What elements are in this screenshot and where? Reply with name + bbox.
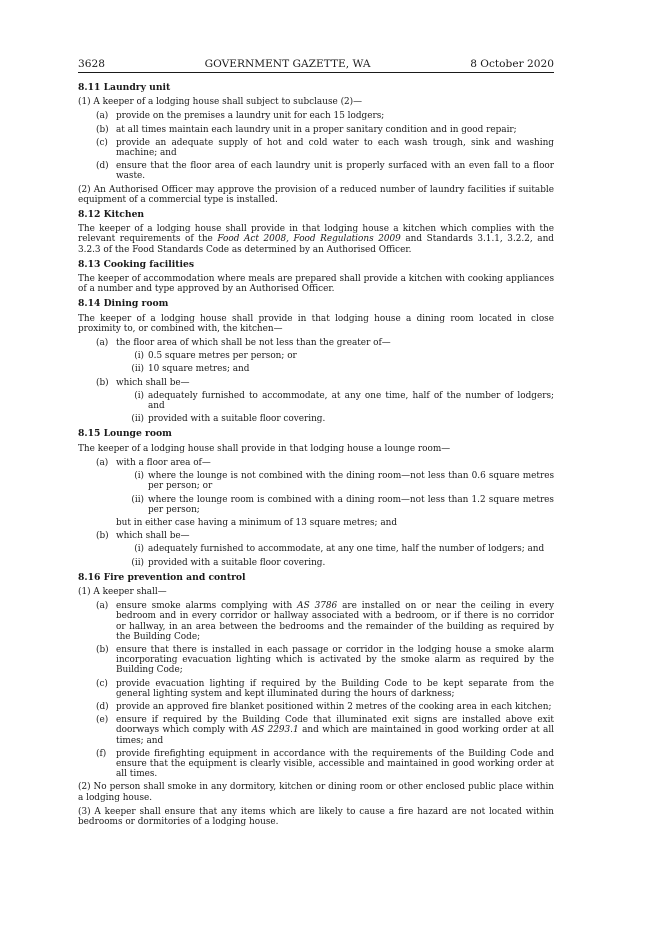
list-item xyxy=(78,679,554,699)
item-label: (i) xyxy=(134,351,144,362)
sub-list-item xyxy=(78,414,554,424)
item-label: (i) xyxy=(134,544,144,555)
item-label: (c) xyxy=(96,137,108,148)
paragraph: (2) An Authorised Officer may approve the provision of a reduced number of laundry facilities if suitable equipment of a commercial type is installed. xyxy=(78,184,554,205)
item-text: at all times maintain each laundry unit in a proper sanitary condition and in good repair; xyxy=(116,124,517,135)
list-item xyxy=(78,338,554,348)
item-text: adequately furnished to accommodate, at any one time, half of the number of lodgers; and xyxy=(148,390,554,412)
section-heading: 8.15 Lounge room xyxy=(78,428,172,440)
standard-reference: AS 2293.1 xyxy=(251,725,299,736)
list-item xyxy=(78,378,554,388)
section-heading: 8.14 Dining room xyxy=(78,298,169,310)
item-label: (i) xyxy=(134,471,144,482)
section-8-15 xyxy=(78,429,554,567)
item-label: (a) xyxy=(96,601,109,612)
publication-date: 8 October 2020 xyxy=(470,58,554,70)
paragraph xyxy=(78,224,554,255)
list-item xyxy=(78,111,554,121)
item-text: provide on the premises a laundry unit for each 15 lodgers; xyxy=(116,111,385,122)
sub-list-item xyxy=(78,471,554,491)
page-number: 3628 xyxy=(78,58,105,70)
item-label: (c) xyxy=(96,678,108,689)
paragraph: (1) A keeper of a lodging house shall subject to subclause (2)— xyxy=(78,97,363,108)
text-run: are installed on or near the ceiling in every bedroom and in every corridor or hallway associated with a bedroom, or if there is no corridor or hallway, in an area between the bedrooms and the remainder of the building as required by the Building Code; xyxy=(116,601,554,642)
list-item xyxy=(78,601,554,642)
item-label: (a) xyxy=(96,111,109,122)
list-item xyxy=(78,702,554,712)
list-item xyxy=(78,125,554,135)
item-text: provide an approved fire blanket positioned within 2 metres of the cooking area in each kitchen; xyxy=(116,701,552,712)
item-text: provide firefighting equipment in accordance with the requirements of the Building Code and ensure that the equipment is clearly visible, accessible and maintained in good working order at all times. xyxy=(116,748,554,780)
continuation-text: but in either case having a minimum of 13 square metres; and xyxy=(116,517,398,528)
sub-list-item xyxy=(78,351,554,361)
item-text: which shall be— xyxy=(116,377,190,388)
item-text: provide evacuation lighting if required by the Building Code to be kept separate from the general lighting system and kept illuminated during the hours of darkness; xyxy=(116,678,554,699)
item-text xyxy=(116,715,554,746)
sub-list-item xyxy=(78,558,554,568)
section-heading: 8.16 Fire prevention and control xyxy=(78,571,246,583)
standard-reference: AS 3786 xyxy=(297,601,338,612)
paragraph: (3) A keeper shall ensure that any items which are likely to cause a fire hazard are not located within bedrooms or dormitories of a lodging house. xyxy=(78,806,554,827)
item-label: (a) xyxy=(96,338,109,349)
text-run: ensure smoke alarms complying with xyxy=(116,601,298,612)
item-text: where the lounge is not combined with the dining room—not less than 0.6 square metres per person; or xyxy=(148,471,554,492)
paragraph: The keeper of a lodging house shall provide in that lodging house a lounge room— xyxy=(78,443,451,454)
item-text: which shall be— xyxy=(116,531,190,542)
item-text: provided with a suitable floor covering. xyxy=(148,414,326,425)
item-label: (b) xyxy=(96,644,109,655)
item-text: 0.5 square metres per person; or xyxy=(148,351,297,362)
text-run: and Standards 3.1.1, 3.2.2, and 3.2.3 of the Food Standards Code as determined by an Authorised Officer. xyxy=(78,234,554,255)
item-label: (b) xyxy=(96,377,109,388)
item-text: 10 square metres; and xyxy=(148,364,250,375)
text-run: and which are maintained in good working order at all times; and xyxy=(116,725,554,746)
item-label: (ii) xyxy=(131,557,144,568)
list-item xyxy=(78,161,554,181)
text-run: ensure if required by the Building Code that illuminated exit signs are installed above exit doorways which comply with xyxy=(116,715,554,736)
section-heading: 8.13 Cooking facilities xyxy=(78,258,195,270)
section-8-14 xyxy=(78,299,554,424)
page-header xyxy=(78,58,554,73)
sub-list-item xyxy=(78,495,554,515)
sub-list-item xyxy=(78,364,554,374)
item-text: with a floor area of— xyxy=(116,457,211,468)
item-label: (a) xyxy=(96,457,109,468)
list-item xyxy=(78,531,554,541)
section-8-16 xyxy=(78,573,554,827)
paragraph: (2) No person shall smoke in any dormitory, kitchen or dining room or other enclosed public place within a lodging house. xyxy=(78,782,554,803)
item-label: (e) xyxy=(96,715,109,726)
item-text xyxy=(116,601,554,642)
list-item xyxy=(78,458,554,468)
item-label: (d) xyxy=(96,161,109,172)
item-text: ensure that the floor area of each laundry unit is properly surfaced with an even fall to a floor waste. xyxy=(116,161,554,182)
legislation-title: Food Act 2008, Food Regulations 2009 xyxy=(217,234,401,245)
item-label: (i) xyxy=(134,390,144,401)
list-item xyxy=(78,138,554,158)
paragraph: (1) A keeper shall— xyxy=(78,586,167,597)
sub-list-item xyxy=(78,391,554,411)
paragraph: The keeper of a lodging house shall provide in that lodging house a dining room located in close proximity to, or combined with, the kitchen— xyxy=(78,313,554,334)
section-heading: 8.12 Kitchen xyxy=(78,209,145,221)
item-text: adequately furnished to accommodate, at any one time, half the number of lodgers; and xyxy=(148,544,545,555)
text-run: The keeper of a lodging house shall provide in that lodging house a kitchen which complies with the relevant requirements of the xyxy=(78,224,554,245)
publication-title: GOVERNMENT GAZETTE, WA xyxy=(204,58,371,70)
item-text: ensure that there is installed in each passage or corridor in the lodging house a smoke alarm incorporating evacuation lighting which is activated by the smoke alarm as required by the Building Code; xyxy=(116,644,554,676)
paragraph: The keeper of accommodation where meals are prepared shall provide a kitchen with cooking appliances of a number and type approved by an Authorised Officer. xyxy=(78,274,554,295)
gazette-page xyxy=(78,58,554,832)
section-8-12 xyxy=(78,210,554,255)
item-text: provided with a suitable floor covering. xyxy=(148,557,326,568)
list-item xyxy=(78,715,554,746)
list-item xyxy=(78,645,554,676)
sub-list-item xyxy=(78,544,554,554)
item-label: (ii) xyxy=(131,494,144,505)
item-label: (b) xyxy=(96,124,109,135)
item-label: (f) xyxy=(96,748,107,759)
section-heading: 8.11 Laundry unit xyxy=(78,82,171,93)
item-text: provide an adequate supply of hot and cold water to each wash trough, sink and washing machine; and xyxy=(116,137,554,159)
list-item xyxy=(78,749,554,780)
item-label: (b) xyxy=(96,531,109,542)
section-8-11 xyxy=(78,83,554,205)
item-text: the floor area of which shall be not less than the greater of— xyxy=(116,338,391,349)
section-8-13 xyxy=(78,260,554,295)
item-label: (d) xyxy=(96,701,109,712)
item-label: (ii) xyxy=(131,414,144,425)
item-label: (ii) xyxy=(131,364,144,375)
item-text: where the lounge room is combined with a dining room—not less than 1.2 square metres per person; xyxy=(148,494,554,515)
